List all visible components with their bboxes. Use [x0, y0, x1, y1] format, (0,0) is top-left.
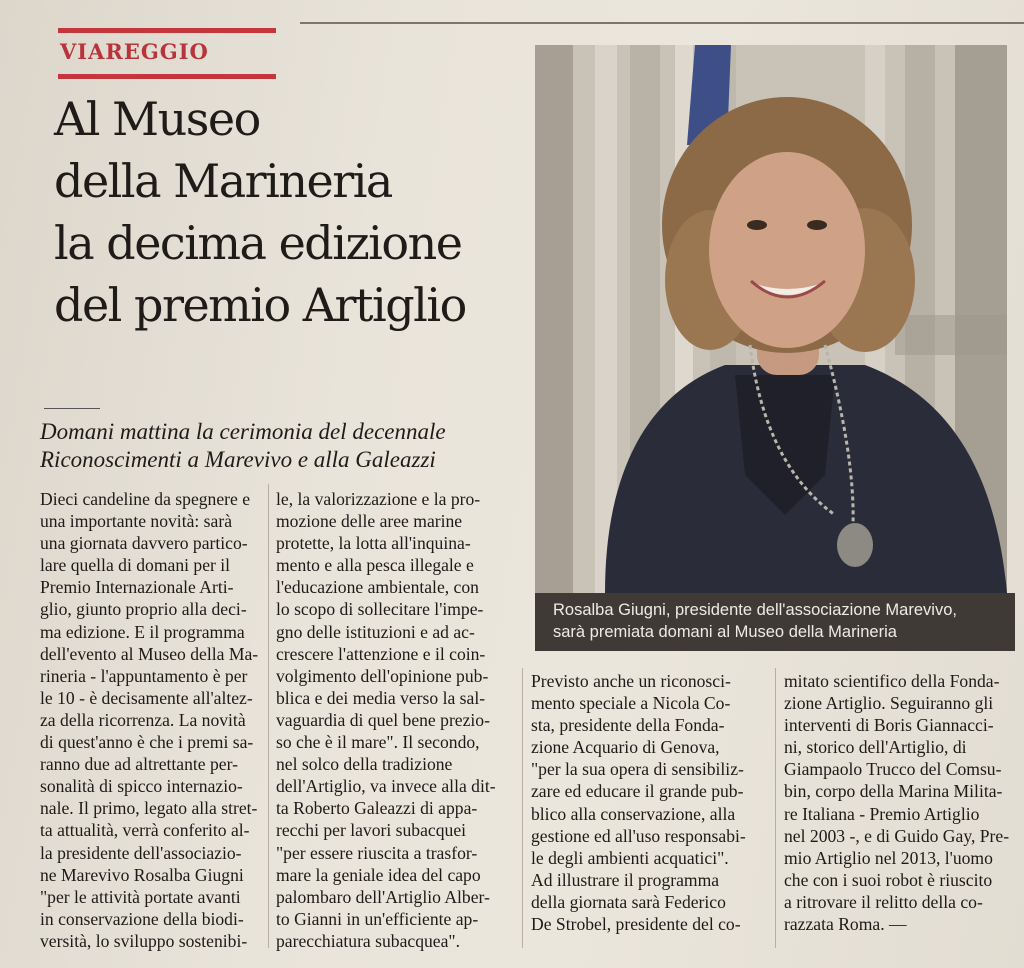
- headline: [54, 88, 534, 336]
- text-line: mio Artiglio nel 2013, l'uomo: [784, 847, 993, 868]
- column-rule: [775, 668, 776, 948]
- text-line: rineria - l'appuntamento è per: [40, 665, 248, 686]
- text-line: blico alla conservazione, alla: [531, 803, 736, 824]
- text-line: ranno due ad altrettante per-: [40, 754, 238, 775]
- article-column-4: [784, 670, 1020, 935]
- text-line: zione Acquario di Genova,: [531, 737, 720, 758]
- deck-line: Domani mattina la cerimonia del decennale: [40, 419, 446, 444]
- text-line: le, la valorizzazione e la pro-: [276, 489, 481, 509]
- text-line: ta attualità, verrà conferito al-: [40, 820, 250, 841]
- text-line: re Italiana - Premio Artiglio: [784, 803, 980, 824]
- deck-line: Riconoscimenti a Marevivo e alla Galeazzi: [40, 447, 436, 472]
- text-line: za della ricorrenza. La novità: [40, 709, 246, 730]
- text-line: protette, la lotta all'inquina-: [276, 533, 471, 554]
- photo-caption: [535, 593, 1015, 651]
- text-line: che con i suoi robot è riuscito: [784, 869, 993, 890]
- headline-line: del premio Artiglio: [54, 278, 466, 332]
- article-column-1: [40, 488, 264, 952]
- portrait-photo: [535, 45, 1007, 593]
- text-line: "per la sua opera di sensibiliz-: [531, 759, 744, 780]
- text-line: ni, storico dell'Artiglio, di: [784, 737, 967, 758]
- text-line: razzata Roma. —: [784, 914, 907, 935]
- text-line: crescere l'attenzione e il coin-: [276, 643, 486, 664]
- headline-line: la decima edizione: [54, 216, 462, 270]
- text-line: blica e dei media verso la sal-: [276, 687, 486, 708]
- article-column-2: [276, 488, 516, 952]
- text-line: vaguardia di quel bene prezio-: [276, 709, 490, 730]
- text-line: zare ed educare il grande pub-: [531, 781, 744, 802]
- article-column-3: [531, 670, 769, 935]
- text-line: De Strobel, presidente del co-: [531, 914, 741, 935]
- text-line: nale. Il primo, legato alla stret-: [40, 798, 258, 819]
- text-line: sonalità di spicco internazio-: [40, 776, 243, 797]
- text-line: "per le attività portate avanti: [40, 886, 241, 907]
- column-rule: [268, 484, 269, 948]
- deck-rule: [44, 408, 100, 409]
- text-line: lo scopo di sollecitare l'impe-: [276, 599, 484, 620]
- text-line: le 10 - è decisamente all'altez-: [40, 687, 253, 708]
- text-line: dell'evento al Museo della Ma-: [40, 643, 259, 664]
- portrait-illustration: [535, 45, 1007, 593]
- text-line: Giampaolo Trucco del Comsu-: [784, 759, 1002, 780]
- text-line: l'educazione ambientale, con: [276, 577, 479, 598]
- deck: [40, 418, 540, 474]
- section-bar-bottom: [58, 74, 276, 79]
- text-line: sta, presidente della Fonda-: [531, 715, 725, 736]
- text-line: mare la geniale idea del capo: [276, 864, 481, 885]
- headline-line: della Marineria: [54, 154, 392, 208]
- text-line: mento speciale a Nicola Co-: [531, 693, 731, 714]
- text-line: interventi di Boris Giannacci-: [784, 715, 994, 736]
- text-line: zione Artiglio. Seguiranno gli: [784, 693, 994, 714]
- text-line: bin, corpo della Marina Milita-: [784, 781, 1003, 802]
- text-line: mitato scientifico della Fonda-: [784, 671, 1000, 691]
- text-line: della giornata sarà Federico: [531, 891, 726, 912]
- text-line: palombaro dell'Artiglio Alber-: [276, 886, 490, 907]
- text-line: so che è il mare". Il secondo,: [276, 732, 480, 753]
- text-line: una importante novità: sarà: [40, 511, 233, 532]
- text-line: Dieci candeline da spegnere e: [40, 489, 251, 509]
- text-line: gno delle istituzioni e ad ac-: [276, 621, 475, 642]
- caption-line: sarà premiata domani al Museo della Marineria: [553, 623, 897, 641]
- text-line: in conservazione della biodi-: [40, 908, 244, 929]
- text-line: di quest'anno è che i premi sa-: [40, 732, 254, 753]
- column-rule: [522, 668, 523, 948]
- text-line: le degli ambienti acquatici".: [531, 847, 729, 868]
- text-line: to Gianni in un'efficiente ap-: [276, 908, 479, 929]
- section-label: VIAREGGIO: [60, 39, 209, 64]
- text-line: mozione delle aree marine: [276, 511, 463, 532]
- text-line: Premio Internazionale Arti-: [40, 577, 234, 598]
- text-line: una giornata davvero partico-: [40, 533, 248, 554]
- text-line: glio, giunto proprio alla deci-: [40, 599, 247, 620]
- text-line: recchi per lavori subacquei: [276, 820, 467, 841]
- text-line: dell'Artiglio, va invece alla dit-: [276, 776, 496, 797]
- text-line: la presidente dell'associazio-: [40, 842, 242, 863]
- text-line: nel 2003 -, e di Guido Gay, Pre-: [784, 825, 1010, 846]
- text-line: lare quella di domani per il: [40, 555, 231, 576]
- text-line: parecchiatura subacquea".: [276, 930, 460, 951]
- text-line: Previsto anche un riconosci-: [531, 671, 731, 691]
- text-line: gestione ed all'uso responsabi-: [531, 825, 746, 846]
- text-line: a ritrovare il relitto della co-: [784, 891, 983, 912]
- text-line: "per essere riuscita a trasfor-: [276, 842, 478, 863]
- headline-line: Al Museo: [54, 92, 260, 146]
- top-rule: [300, 22, 1024, 24]
- text-line: versità, lo sviluppo sostenibi-: [40, 930, 248, 951]
- caption-line: Rosalba Giugni, presidente dell'associazione Marevivo,: [553, 601, 957, 619]
- section-bar-top: [58, 28, 276, 33]
- text-line: ne Marevivo Rosalba Giugni: [40, 864, 244, 885]
- text-line: ma edizione. E il programma: [40, 621, 245, 642]
- text-line: Ad illustrare il programma: [531, 869, 720, 890]
- text-line: ta Roberto Galeazzi di appa-: [276, 798, 478, 819]
- text-line: nel solco della tradizione: [276, 754, 453, 775]
- text-line: volgimento dell'opinione pub-: [276, 665, 489, 686]
- text-line: mento e alla pesca illegale e: [276, 555, 474, 576]
